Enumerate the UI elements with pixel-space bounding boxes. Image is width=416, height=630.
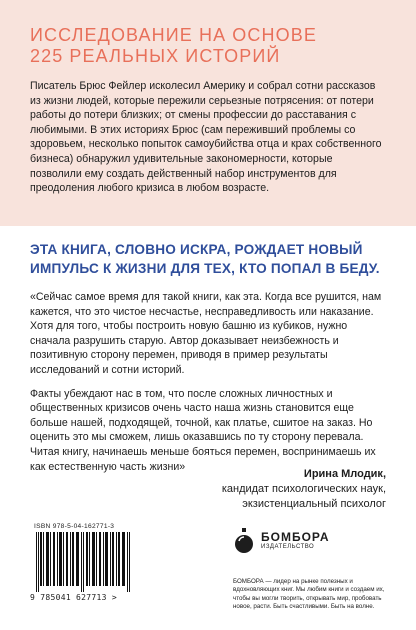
quote-paragraph-1: «Сейчас самое время для такой книги, как эта. Когда все рушится, нам кажется, что это чистое несчастье, несправедливость или наказание. Хотя для того, чтобы построить новую башню из кубиков, нужно сначала разрушить старую. Автор доказывает неизбежность и позитивную сторону перемен, приводя в пример результаты исследований и сотни историй. — [30, 291, 382, 376]
barcode-bars — [30, 532, 142, 592]
quote-author — [222, 467, 386, 512]
author-name: Ирина Млодик, — [303, 468, 386, 480]
publisher-subtitle: ИЗДАТЕЛЬСТВО — [261, 544, 315, 550]
banner-statement — [30, 240, 400, 278]
review-quote — [30, 290, 388, 483]
publisher-text — [261, 531, 330, 551]
barcode — [30, 523, 144, 606]
bombora-logo-icon — [233, 528, 255, 554]
banner-line-1: ЭТА КНИГА, СЛОВНО ИСКРА, РОЖДАЕТ НОВЫЙ — [30, 242, 363, 257]
barcode-digits: 9 785041 627713 > — [30, 593, 117, 602]
headline — [30, 25, 390, 67]
publisher-logo-row — [233, 528, 383, 554]
isbn-text: ISBN 978-5-04-162771-3 — [34, 523, 115, 530]
author-role-1: кандидат психологических наук, — [221, 483, 386, 495]
headline-line-1: ИССЛЕДОВАНИЕ НА ОСНОВЕ — [30, 25, 317, 45]
headline-line-2: 225 РЕАЛЬНЫХ ИСТОРИЙ — [30, 46, 281, 66]
author-role-2: экзистенциальный психолог — [242, 498, 386, 510]
banner-line-2: ИМПУЛЬС К ЖИЗНИ ДЛЯ ТЕХ, КТО ПОПАЛ В БЕДУ. — [30, 261, 380, 276]
publisher-logo — [233, 528, 383, 554]
publisher-name: БОМБОРА — [261, 530, 330, 544]
quote-paragraph-2: Факты убеждают нас в том, что после сложных личностных и общественных кризисов очень часто наша жизнь становится еще больше нашей, подходящей, точной, как платье, сшитое на заказ. Но оценить это мы сможем, лишь оказавшись по ту сторону перевала. Читая книгу, начинаешь меньше бояться перемен, воспринимаешь их как естественную часть жизни» — [30, 387, 376, 473]
book-description: Писатель Брюс Фейлер исколесил Америку и собрал сотни рассказов из жизни людей, которые пережили серьезные потрясения: от потери работы до потери близких; от смены профессии до расставания с любимыми. В этих историях Брюс (сам переживший проблемы со здоровьем, несколько попыток самоубийства отца и крах собственного бизнеса) обнаружил удивительные закономерности, которые позволили ему создать действенный набор инструментов для преодоления любого кризиса в любом возрасте. — [30, 80, 382, 195]
publisher-blurb: БОМБОРА — лидер на рынке полезных и вдохновляющих книг. Мы любим книги и создаем их, чтобы вы могли творить, открывать мир, пробовать новое, расти. Быть счастливыми. Быть на волне. — [233, 578, 385, 610]
